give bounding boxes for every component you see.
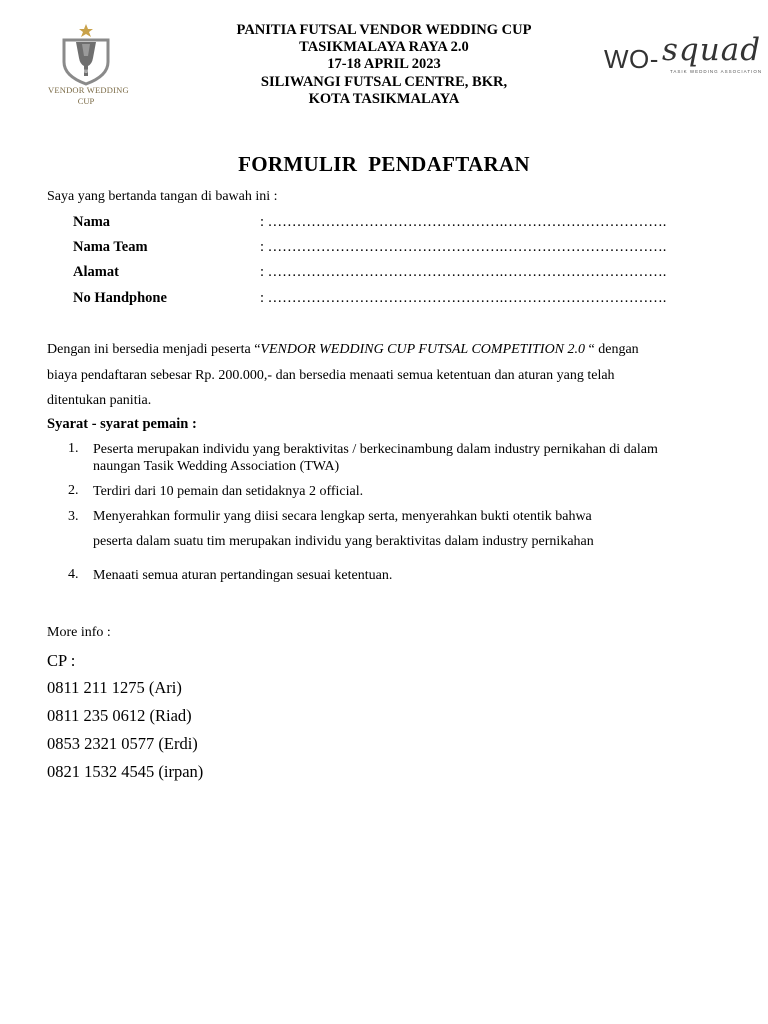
list-text [93, 441, 733, 475]
shield-trophy-icon [48, 24, 124, 86]
field-label-nama-team: Nama Team [73, 239, 148, 255]
logo-squad-text: squad [662, 32, 762, 68]
cp-label: CP : [47, 651, 76, 670]
list-text [93, 505, 733, 554]
paragraph-line-1 [47, 337, 747, 363]
list-text-line: Menyerahkan formulir yang diisi secara lengkap serta, menyerahkan bukti otentik bahwa [93, 509, 592, 524]
paragraph-text: “ dengan [585, 342, 639, 357]
logo-caption-line-2: CUP [77, 96, 95, 106]
contact-phone: 0853 2321 0577 (Erdi) [47, 734, 198, 753]
field-blank-alamat[interactable]: : ………………………………………….……………………………. [260, 264, 667, 280]
logo-emblem-text: VWC [81, 69, 91, 74]
field-label-nama: Nama [73, 214, 111, 230]
header-line-3: 17-18 APRIL 2023 [327, 56, 441, 73]
logo-subtitle: TASIK WEDDING ASSOCIATION [670, 69, 763, 74]
list-item [68, 567, 728, 585]
list-item [68, 509, 728, 559]
list-text: Menaati semua aturan pertandingan sesuai ketentuan. [93, 568, 393, 583]
contact-phone: 0811 235 0612 (Riad) [47, 706, 192, 725]
header-line-2: TASIKMALAYA RAYA 2.0 [299, 39, 469, 56]
list-number: 4. [68, 567, 79, 582]
field-label-no-handphone: No Handphone [73, 290, 167, 306]
list-text-line: naungan Tasik Wedding Association (TWA) [93, 459, 340, 474]
field-blank-nama-team[interactable]: : ………………………………………….……………………………. [260, 239, 667, 255]
competition-name: VENDOR WEDDING CUP FUTSAL COMPETITION 2.0 [260, 342, 586, 357]
paragraph-line-2: biaya pendaftaran sebesar Rp. 200.000,- dan bersedia menaati semua ketentuan dan aturan yang telah [47, 367, 615, 383]
intro-text: Saya yang bertanda tangan di bawah ini : [47, 189, 278, 204]
document-header [200, 22, 568, 108]
list-text: Terdiri dari 10 pemain dan setidaknya 2 official. [93, 484, 364, 499]
paragraph-text: Dengan ini bersedia menjadi peserta “ [47, 342, 261, 357]
wo-squad-logo [600, 28, 763, 98]
list-item [68, 441, 728, 477]
contact-phone: 0821 1532 4545 (irpan) [47, 762, 204, 781]
agreement-paragraph [47, 337, 747, 414]
contact-phone: 0811 211 1275 (Ari) [47, 678, 182, 697]
list-text-line: peserta dalam suatu tim merupakan individu yang beraktivitas dalam industry pernikahan [93, 533, 594, 549]
list-item [68, 483, 728, 501]
field-blank-nama[interactable]: : ………………………………………….……………………………. [260, 214, 667, 230]
list-number: 1. [68, 441, 79, 456]
list-number: 2. [68, 483, 79, 498]
vendor-wedding-cup-logo [48, 24, 129, 108]
field-blank-no-handphone[interactable]: : ………………………………………….……………………………. [260, 290, 667, 306]
paragraph-line-3: ditentukan panitia. [47, 393, 152, 408]
header-line-4: SILIWANGI FUTSAL CENTRE, BKR, [260, 73, 508, 90]
header-line-5: KOTA TASIKMALAYA [308, 90, 460, 107]
logo-caption-line-1: VENDOR WEDDING [48, 85, 129, 95]
form-title: FORMULIR PENDAFTARAN [238, 152, 530, 176]
field-label-alamat: Alamat [73, 264, 119, 280]
list-number: 3. [68, 509, 79, 524]
requirements-heading: Syarat - syarat pemain : [47, 416, 197, 432]
header-line-1: PANITIA FUTSAL VENDOR WEDDING CUP [236, 22, 532, 38]
list-text-line: Peserta merupakan individu yang beraktivitas / berkecinambung dalam industry pernikahan di dalam [93, 442, 658, 457]
more-info-label: More info : [47, 625, 111, 640]
logo-wo-text: WO- [604, 44, 659, 74]
